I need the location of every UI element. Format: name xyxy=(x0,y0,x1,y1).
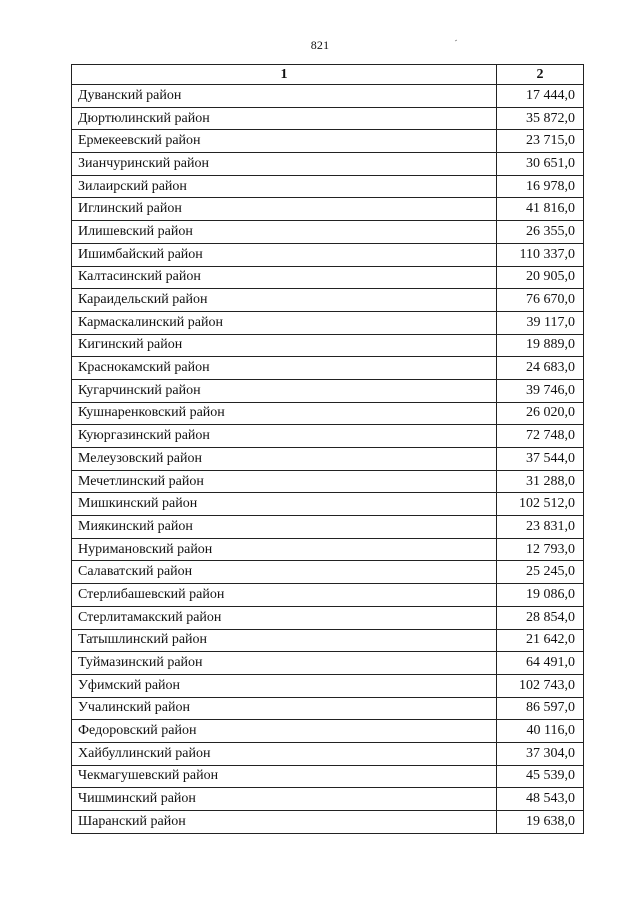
district-value: 48 543,0 xyxy=(497,788,584,811)
column-header-1: 1 xyxy=(72,65,497,85)
district-value: 102 512,0 xyxy=(497,493,584,516)
district-value: 23 831,0 xyxy=(497,516,584,539)
district-value: 19 889,0 xyxy=(497,334,584,357)
table-row xyxy=(72,470,584,493)
table-row xyxy=(72,153,584,176)
district-value: 26 020,0 xyxy=(497,402,584,425)
table-row xyxy=(72,652,584,675)
district-value: 16 978,0 xyxy=(497,175,584,198)
district-name: Иглинский район xyxy=(72,198,497,221)
table-row xyxy=(72,788,584,811)
district-name: Чишминский район xyxy=(72,788,497,811)
district-name: Федоровский район xyxy=(72,720,497,743)
table-row xyxy=(72,811,584,834)
district-name: Хайбуллинский район xyxy=(72,742,497,765)
district-value: 31 288,0 xyxy=(497,470,584,493)
district-value: 45 539,0 xyxy=(497,765,584,788)
table-row xyxy=(72,175,584,198)
district-name: Уфимский район xyxy=(72,674,497,697)
district-value: 24 683,0 xyxy=(497,357,584,380)
table-row xyxy=(72,221,584,244)
district-value: 19 638,0 xyxy=(497,811,584,834)
table-row xyxy=(72,697,584,720)
district-name: Зилаирский район xyxy=(72,175,497,198)
table-row xyxy=(72,720,584,743)
table-row xyxy=(72,425,584,448)
district-name: Краснокамский район xyxy=(72,357,497,380)
table-row xyxy=(72,130,584,153)
district-name: Калтасинский район xyxy=(72,266,497,289)
district-value: 17 444,0 xyxy=(497,85,584,108)
table-row xyxy=(72,198,584,221)
district-name: Стерлибашевский район xyxy=(72,584,497,607)
district-name: Илишевский район xyxy=(72,221,497,244)
district-value: 64 491,0 xyxy=(497,652,584,675)
table-row xyxy=(72,742,584,765)
table-row xyxy=(72,334,584,357)
district-name: Мишкинский район xyxy=(72,493,497,516)
table-row xyxy=(72,311,584,334)
district-value: 19 086,0 xyxy=(497,584,584,607)
district-value: 39 117,0 xyxy=(497,311,584,334)
district-name: Дюртюлинский район xyxy=(72,107,497,130)
district-name: Мелеузовский район xyxy=(72,448,497,471)
district-value: 26 355,0 xyxy=(497,221,584,244)
district-name: Кармаскалинский район xyxy=(72,311,497,334)
table-row xyxy=(72,629,584,652)
table-row xyxy=(72,516,584,539)
table-row xyxy=(72,289,584,312)
table-body xyxy=(72,85,584,834)
district-value: 39 746,0 xyxy=(497,379,584,402)
district-name: Кигинский район xyxy=(72,334,497,357)
district-name: Караидельский район xyxy=(72,289,497,312)
district-name: Кушнаренковский район xyxy=(72,402,497,425)
page-number: 821 xyxy=(310,38,330,52)
district-name: Мечетлинский район xyxy=(72,470,497,493)
district-value: 20 905,0 xyxy=(497,266,584,289)
district-name: Учалинский район xyxy=(72,697,497,720)
district-value: 110 337,0 xyxy=(497,243,584,266)
table-row xyxy=(72,606,584,629)
district-value: 102 743,0 xyxy=(497,674,584,697)
district-value: 28 854,0 xyxy=(497,606,584,629)
district-value: 72 748,0 xyxy=(497,425,584,448)
district-value: 30 651,0 xyxy=(497,153,584,176)
district-value: 86 597,0 xyxy=(497,697,584,720)
district-name: Ишимбайский район xyxy=(72,243,497,266)
district-name: Нуримановский район xyxy=(72,538,497,561)
district-name: Куюргазинский район xyxy=(72,425,497,448)
district-name: Кугарчинский район xyxy=(72,379,497,402)
table-row xyxy=(72,538,584,561)
table-row xyxy=(72,357,584,380)
table-row xyxy=(72,584,584,607)
table-row xyxy=(72,674,584,697)
district-name: Зианчуринский район xyxy=(72,153,497,176)
district-name: Ермекеевский район xyxy=(72,130,497,153)
table-row xyxy=(72,85,584,108)
district-name: Туймазинский район xyxy=(72,652,497,675)
district-value: 23 715,0 xyxy=(497,130,584,153)
table-row xyxy=(72,243,584,266)
district-name: Стерлитамакский район xyxy=(72,606,497,629)
district-name: Салаватский район xyxy=(72,561,497,584)
table-row xyxy=(72,765,584,788)
district-name: Чекмагушевский район xyxy=(72,765,497,788)
district-value: 37 544,0 xyxy=(497,448,584,471)
column-header-2: 2 xyxy=(497,65,584,85)
table-row xyxy=(72,379,584,402)
district-name: Миякинский район xyxy=(72,516,497,539)
district-name: Дуванский район xyxy=(72,85,497,108)
district-value: 37 304,0 xyxy=(497,742,584,765)
table-row xyxy=(72,107,584,130)
table-row xyxy=(72,402,584,425)
district-value: 40 116,0 xyxy=(497,720,584,743)
district-value: 25 245,0 xyxy=(497,561,584,584)
district-value: 76 670,0 xyxy=(497,289,584,312)
district-values-table xyxy=(71,64,584,834)
table-header-row xyxy=(72,65,584,85)
district-value: 12 793,0 xyxy=(497,538,584,561)
district-value: 35 872,0 xyxy=(497,107,584,130)
table-row xyxy=(72,266,584,289)
district-value: 41 816,0 xyxy=(497,198,584,221)
district-name: Шаранский район xyxy=(72,811,497,834)
table-row xyxy=(72,493,584,516)
district-name: Татышлинский район xyxy=(72,629,497,652)
district-value: 21 642,0 xyxy=(497,629,584,652)
table-row xyxy=(72,448,584,471)
table-row xyxy=(72,561,584,584)
